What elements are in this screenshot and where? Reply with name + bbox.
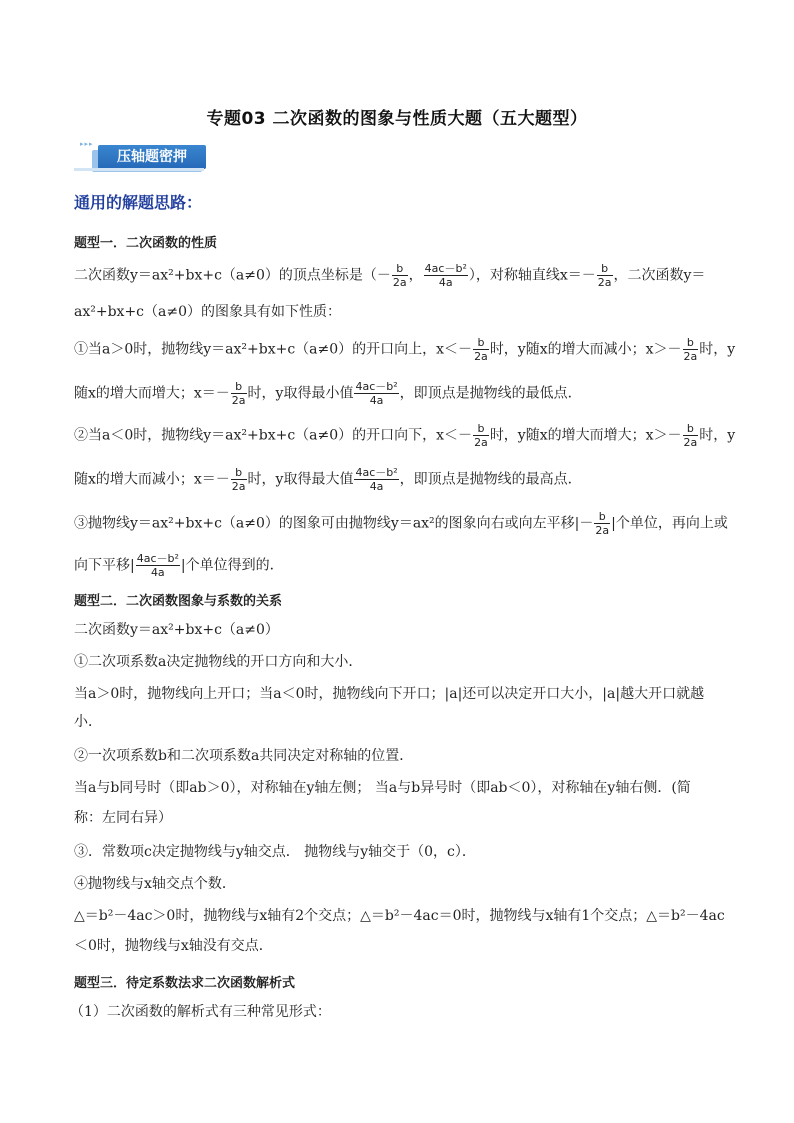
fraction-min-value [354, 380, 398, 407]
num: b [231, 380, 247, 394]
banner-label: 压轴题密押 [117, 149, 187, 165]
type2-line5: ②一次项系数b和二次项系数a共同决定对称轴的位置． [74, 748, 414, 764]
fraction-max-value [354, 466, 398, 493]
num: b [392, 262, 408, 276]
general-approach-heading: 通用的解题思路： [74, 193, 203, 212]
section-banner [74, 140, 210, 174]
text: ③抛物线y＝ax²+bx+c（a≠0）的图象可由抛物线y＝ax²的图象向右或向左平移|－ [74, 515, 594, 532]
fraction-vertical-shift [136, 552, 180, 579]
num: b [473, 422, 489, 436]
num: 4ac－b² [424, 262, 467, 275]
den: 4a [369, 394, 384, 407]
text: － [376, 267, 391, 284]
text: ，即顶点是抛物线的最高点． [399, 471, 582, 488]
num: b [473, 336, 489, 350]
text: 二次函数y＝ax²+bx+c（a≠0）的顶点坐标是（ [74, 267, 377, 284]
type2-line6: 当a与b同号时（即ab＞0），对称轴在y轴左侧； 当a与b异号时（即ab＜0），对称轴在y轴右侧．(简 [74, 780, 691, 796]
type2-heading: 题型二．二次函数图象与系数的关系 [74, 594, 283, 609]
num: b [597, 262, 613, 276]
type1-line6 [74, 466, 734, 493]
num: b [231, 466, 247, 480]
den: 2a [595, 524, 610, 537]
den: 4a [150, 566, 165, 579]
fraction-b-2a [392, 262, 408, 289]
type2-line1: 二次函数y＝ax²+bx+c（a≠0） [74, 622, 279, 638]
text: ， [408, 267, 423, 284]
den: 4a [438, 276, 453, 289]
num: 4ac－b² [355, 380, 398, 393]
den: 2a [683, 436, 698, 449]
banner-underline [74, 168, 204, 171]
text: ，二次函数y＝ [613, 267, 706, 284]
num: 4ac－b² [355, 466, 398, 479]
type2-line8: ③．常数项c决定抛物线与y轴交点． 抛物线与y轴交于（0，c）． [74, 844, 476, 860]
den: 2a [231, 394, 246, 407]
fraction-vertex-y [424, 262, 468, 289]
fraction-b-2a [683, 422, 699, 449]
text: ②当a＜0时，抛物线y＝ax²+bx+c（a≠0）的开口向下，x＜－ [74, 427, 473, 444]
type1-line4 [74, 380, 734, 407]
type1-line3 [74, 336, 734, 363]
type2-line4: 小． [74, 714, 102, 730]
text: 时，y随x的增大而增大；x＞－ [489, 427, 682, 444]
type2-line2: ①二次项系数a决定抛物线的开口方向和大小． [74, 654, 363, 670]
fraction-b-2a [473, 336, 489, 363]
text: ①当a＞0时，抛物线y＝ax²+bx+c（a≠0）的开口向上，x＜－ [74, 341, 473, 358]
den: 2a [392, 276, 407, 289]
den: 2a [597, 276, 612, 289]
text: 随x的增大而减小；x＝－ [74, 471, 230, 488]
den: 4a [369, 480, 384, 493]
text: |个单位得到的． [180, 557, 284, 574]
type2-line3: 当a＞0时，抛物线向上开口；当a＜0时，抛物线向下开口；|a|还可以决定开口大小，|a|越大开口就越 [74, 686, 705, 702]
type2-line10: △＝b²－4ac＞0时，抛物线与x轴有2个交点；△＝b²－4ac＝0时，抛物线与x轴有1个交点；△＝b²－4ac [74, 908, 725, 924]
text: 时，y [699, 341, 736, 358]
type2-line7: 称：左同右异） [74, 810, 172, 826]
fraction-b-2a [231, 466, 247, 493]
type2-line9: ④抛物线与x轴交点个数． [74, 876, 236, 892]
page-title: 专题03 二次函数的图象与性质大题（五大题型） [206, 109, 588, 129]
type1-line7 [74, 510, 734, 537]
type1-line2: ax²+bx+c（a≠0）的图象具有如下性质： [74, 304, 341, 320]
text: 随x的增大而增大；x＝－ [74, 385, 230, 402]
fraction-b-2a [231, 380, 247, 407]
fraction-b-2a [683, 336, 699, 363]
text: ，即顶点是抛物线的最低点． [399, 385, 582, 402]
type3-line1: （1）二次函数的解析式有三种常见形式： [70, 1004, 331, 1020]
type1-line8 [74, 552, 734, 579]
fraction-b-2a [594, 510, 610, 537]
fraction-b-2a [597, 262, 613, 289]
type3-heading: 题型三．待定系数法求二次函数解析式 [74, 976, 296, 991]
arrow-decoration-icon: ▸▸▸ [80, 140, 94, 148]
text: 时，y取得最小值 [247, 385, 354, 402]
den: 2a [474, 350, 488, 363]
text: |个单位，再向上或 [611, 515, 728, 532]
text: 时，y [699, 427, 736, 444]
den: 2a [474, 436, 488, 449]
den: 2a [231, 480, 246, 493]
type1-line5 [74, 422, 734, 449]
text: 时，y随x的增大而减小；x＞－ [489, 341, 682, 358]
text: 时，y取得最大值 [247, 471, 354, 488]
text: ），对称轴直线x＝－ [468, 267, 596, 284]
fraction-b-2a [473, 422, 489, 449]
text: 向下平移| [74, 557, 135, 574]
num: b [683, 422, 699, 436]
type2-line11: ＜0时，抛物线与x轴没有交点． [74, 938, 273, 954]
num: b [594, 510, 610, 524]
type1-line1 [74, 262, 734, 289]
type1-heading: 题型一．二次函数的性质 [74, 236, 218, 251]
num: b [683, 336, 699, 350]
den: 2a [683, 350, 698, 363]
num: 4ac－b² [136, 552, 179, 565]
